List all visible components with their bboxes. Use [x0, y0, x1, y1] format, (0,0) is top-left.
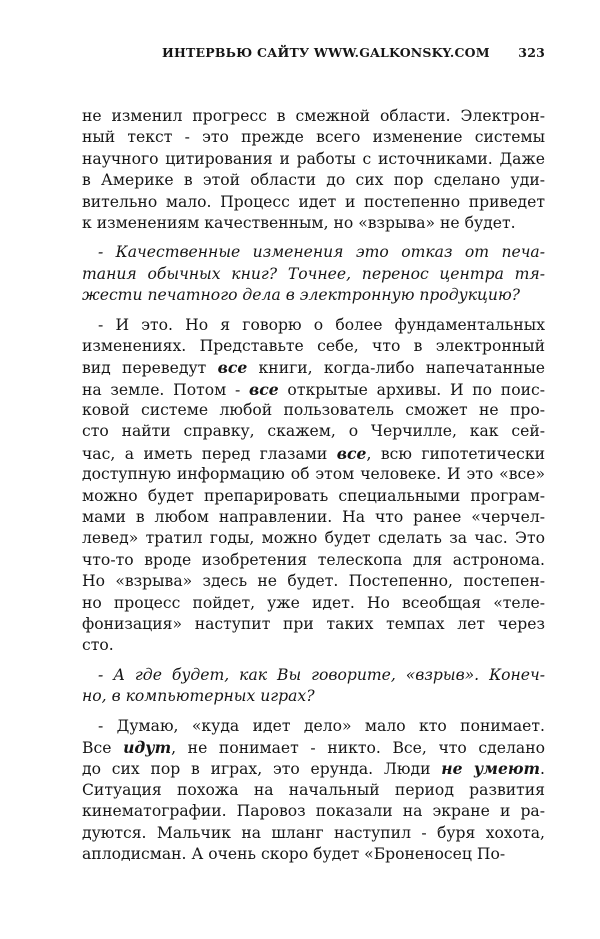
- text-segment: ковой системе любой пользователь сможет не про-: [82, 401, 545, 420]
- paragraph-answer: [82, 315, 545, 657]
- text-line: [82, 106, 545, 127]
- text-segment: научного цитирования и работы с источниками. Даже: [82, 149, 545, 168]
- text-segment: Но «взрыва» здесь не будет. Постепенно, постепен-: [82, 572, 545, 591]
- text-segment: вид переведут: [82, 359, 218, 378]
- text-line: [82, 844, 545, 865]
- text-segment: до сих пор в играх, это ерунда. Люди: [82, 760, 442, 779]
- text-line: [82, 823, 545, 844]
- text-line: [82, 716, 545, 737]
- text-line: [82, 357, 545, 378]
- text-segment: мами в любом направлении. На что ранее «черчел-: [82, 508, 545, 527]
- text-segment: открытые архивы. И по поис-: [278, 380, 545, 399]
- paragraph-question: [82, 242, 545, 306]
- text-segment: тания обычных книг? Точнее, перенос центра тя-: [82, 264, 545, 283]
- text-line: [82, 285, 545, 306]
- text-line: [82, 315, 545, 336]
- text-segment: сто найти справку, скажем, о Черчилле, как сей-: [82, 422, 545, 441]
- text-line: [82, 686, 545, 707]
- text-line: [82, 801, 545, 822]
- text-line: [82, 170, 545, 191]
- text-line: [82, 758, 545, 779]
- text-segment: .: [540, 760, 545, 779]
- running-header: [82, 45, 545, 65]
- text-segment: не изменил прогресс в смежной области. Электрон-: [82, 107, 545, 125]
- text-segment: ный текст - это прежде всего изменение системы: [82, 128, 545, 147]
- paragraph-answer: [82, 106, 545, 234]
- text-segment: изменениях. Представьте себе, что в электронный: [82, 336, 545, 355]
- text-segment: что-то вроде изобретения телескопа для астронома.: [82, 550, 545, 569]
- body-text: [82, 106, 545, 873]
- text-segment: аплодисман. А очень скоро будет «Броненосец По-: [82, 844, 506, 863]
- text-segment: сто.: [82, 636, 114, 655]
- text-line: [82, 213, 545, 234]
- text-segment: кинематографии. Паровоз показали на экране и ра-: [82, 802, 545, 821]
- text-segment: , не понимает - никто. Все, что сделано: [171, 738, 545, 757]
- text-segment: левед» тратил годы, можно будет сделать за час. Это: [82, 529, 545, 548]
- text-line: [82, 379, 545, 400]
- text-segment: - Качественные изменения это отказ от печа-: [98, 243, 545, 262]
- running-title: ИНТЕРВЬЮ САЙТУ WWW.GALKONSKY.COM: [162, 45, 490, 60]
- text-segment: жести печатного дела в электронную продукцию?: [82, 286, 521, 305]
- text-line: [82, 242, 545, 263]
- paragraph-question: [82, 665, 545, 708]
- text-line: [82, 593, 545, 614]
- paragraph-answer: [82, 716, 545, 866]
- text-segment: можно будет препарировать специальными програм-: [82, 486, 545, 505]
- text-line: [82, 421, 545, 442]
- text-segment: в Америке в этой области до сих пор сделано уди-: [82, 171, 545, 190]
- text-line: [82, 780, 545, 801]
- text-segment: - И это. Но я говорю о более фундаментальных: [98, 315, 545, 334]
- text-line: [82, 635, 545, 656]
- text-segment: на земле. Потом -: [82, 380, 250, 399]
- text-line: [82, 486, 545, 507]
- text-segment: , всю гипотетически: [366, 444, 545, 463]
- emphasized-text: все: [217, 358, 248, 378]
- text-line: [82, 528, 545, 549]
- emphasized-text: идут: [123, 737, 172, 757]
- text-line: [82, 464, 545, 485]
- text-segment: Все: [82, 738, 124, 757]
- text-segment: книги, когда-либо напечатанные: [247, 359, 545, 378]
- text-line: [82, 507, 545, 528]
- text-segment: но, в компьютерных играх?: [82, 687, 315, 706]
- text-line: [82, 336, 545, 357]
- page-number: 323: [518, 45, 545, 60]
- text-line: [82, 571, 545, 592]
- text-segment: дуются. Мальчик на шланг наступил - буря хохота,: [82, 823, 545, 842]
- text-line: [82, 737, 545, 758]
- text-line: [82, 127, 545, 148]
- text-line: [82, 192, 545, 213]
- text-line: [82, 400, 545, 421]
- text-line: [82, 149, 545, 170]
- text-line: [82, 264, 545, 285]
- text-line: [82, 550, 545, 571]
- emphasized-text: не умеют: [441, 759, 541, 779]
- text-segment: Ситуация похожа на начальный период развития: [82, 780, 545, 799]
- text-line: [82, 614, 545, 635]
- text-segment: но процесс пойдет, уже идет. Но всеобщая «теле-: [82, 593, 545, 612]
- text-segment: к изменениям качественным, но «взрыва» не будет.: [82, 213, 516, 232]
- text-segment: - Думаю, «куда идет дело» мало кто понимает.: [98, 716, 545, 735]
- text-segment: доступную информацию об этом человеке. И это «все»: [82, 465, 545, 484]
- emphasized-text: все: [336, 443, 367, 463]
- text-segment: час, а иметь перед глазами: [82, 444, 337, 463]
- text-line: [82, 443, 545, 464]
- emphasized-text: все: [249, 379, 279, 399]
- text-line: [82, 665, 545, 686]
- text-segment: - А где будет, как Вы говорите, «взрыв». Конеч-: [98, 665, 545, 684]
- text-segment: вительно мало. Процесс идет и постепенно приведет: [82, 192, 545, 211]
- text-segment: фонизация» наступит при таких темпах лет через: [82, 614, 545, 633]
